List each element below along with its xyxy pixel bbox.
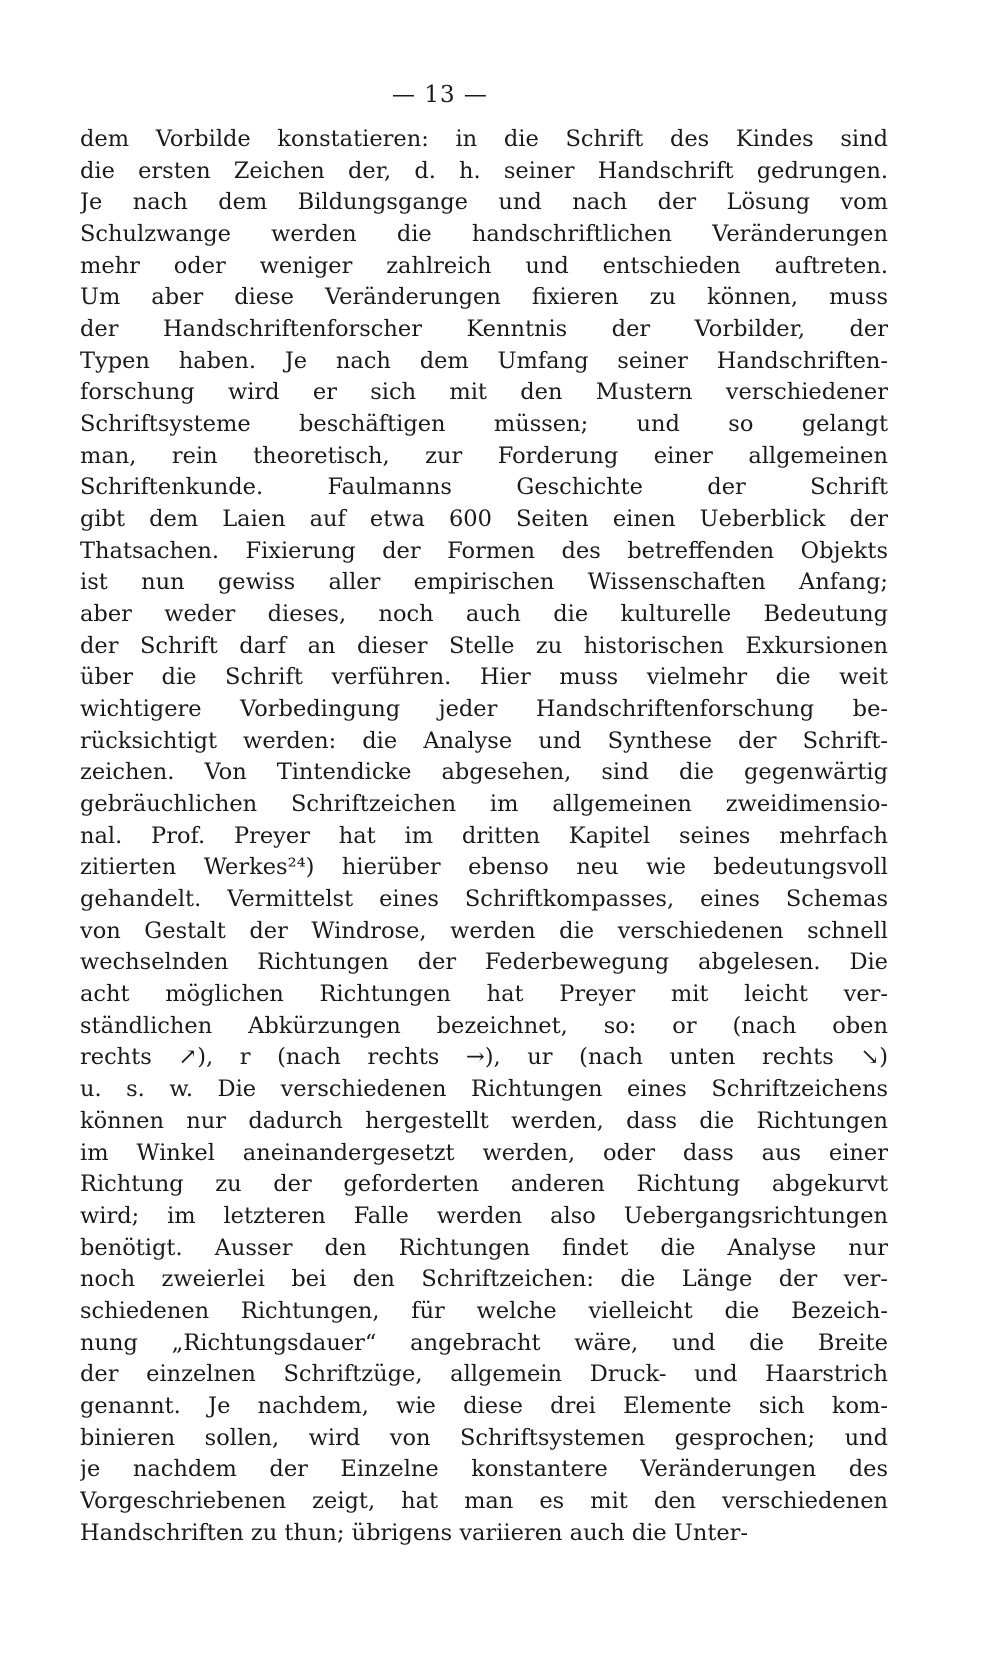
text-line: ist nun gewiss aller empirischen Wissenschaften Anfang;	[80, 569, 888, 596]
text-line: nung „Richtungsdauer“ angebracht wäre, und die Breite	[80, 1329, 888, 1356]
text-line: Schriftsysteme beschäftigen müssen; und so gelangt	[80, 411, 888, 438]
text-line: der Schrift darf an dieser Stelle zu historischen Exkursionen	[80, 632, 888, 659]
text-line: Thatsachen. Fixierung der Formen des betreffenden Objekts	[80, 537, 888, 564]
text-line: Richtung zu der geforderten anderen Richtung abgekurvt	[80, 1171, 888, 1198]
text-line: Typen haben. Je nach dem Umfang seiner Handschriften-	[80, 347, 888, 374]
text-line: binieren sollen, wird von Schriftsystemen gesprochen; und	[80, 1424, 888, 1451]
text-line: Um aber diese Veränderungen fixieren zu können, muss	[80, 284, 888, 311]
text-line: der Handschriftenforscher Kenntnis der Vorbilder, der	[80, 316, 888, 343]
text-line: Schriftenkunde. Faulmanns Geschichte der Schrift	[80, 474, 888, 501]
text-line: aber weder dieses, noch auch die kulturelle Bedeutung	[80, 601, 888, 628]
text-line: Je nach dem Bildungsgange und nach der Lösung vom	[80, 189, 888, 216]
text-line: der einzelnen Schriftzüge, allgemein Druck- und Haarstrich	[80, 1361, 888, 1388]
body-text	[80, 124, 888, 1549]
text-line: je nachdem der Einzelne konstantere Veränderungen des	[80, 1456, 888, 1483]
text-line: im Winkel aneinandergesetzt werden, oder dass aus einer	[80, 1139, 888, 1166]
text-line: benötigt. Ausser den Richtungen findet die Analyse nur	[80, 1234, 888, 1261]
text-line: nal. Prof. Preyer hat im dritten Kapitel seines mehrfach	[80, 822, 888, 849]
text-line: rücksichtigt werden: die Analyse und Synthese der Schrift-	[80, 727, 888, 754]
text-line: genannt. Je nachdem, wie diese drei Elemente sich kom-	[80, 1392, 888, 1419]
text-line: acht möglichen Richtungen hat Preyer mit leicht ver-	[80, 981, 888, 1008]
text-line: zitierten Werkes²⁴) hierüber ebenso neu wie bedeutungsvoll	[80, 854, 888, 881]
text-line: Schulzwange werden die handschriftlichen Veränderungen	[80, 221, 888, 248]
text-line: mehr oder weniger zahlreich und entschieden auftreten.	[80, 252, 888, 279]
text-line: man, rein theoretisch, zur Forderung einer allgemeinen	[80, 442, 888, 469]
text-line: wichtigere Vorbedingung jeder Handschriftenforschung be-	[80, 696, 888, 723]
text-line: können nur dadurch hergestellt werden, dass die Richtungen	[80, 1107, 888, 1134]
page-number: — 13 —	[392, 82, 488, 108]
text-line: wechselnden Richtungen der Federbewegung abgelesen. Die	[80, 949, 888, 976]
text-line: von Gestalt der Windrose, werden die verschiedenen schnell	[80, 917, 888, 944]
text-line: gehandelt. Vermittelst eines Schriftkompasses, eines Schemas	[80, 886, 888, 913]
text-line: forschung wird er sich mit den Mustern verschiedener	[80, 379, 888, 406]
text-line: wird; im letzteren Falle werden also Uebergangsrichtungen	[80, 1202, 888, 1229]
text-line: über die Schrift verführen. Hier muss vielmehr die weit	[80, 664, 888, 691]
text-line: die ersten Zeichen der, d. h. seiner Handschrift gedrungen.	[80, 157, 888, 184]
text-line: gebräuchlichen Schriftzeichen im allgemeinen zweidimensio-	[80, 791, 888, 818]
text-line: Vorgeschriebenen zeigt, hat man es mit den verschiedenen	[80, 1487, 888, 1514]
text-line: dem Vorbilde konstatieren: in die Schrift des Kindes sind	[80, 126, 888, 152]
text-line: schiedenen Richtungen, für welche vielleicht die Bezeich-	[80, 1297, 888, 1324]
text-line: u. s. w. Die verschiedenen Richtungen eines Schriftzeichens	[80, 1076, 888, 1103]
text-line: noch zweierlei bei den Schriftzeichen: die Länge der ver-	[80, 1266, 888, 1293]
text-line: zeichen. Von Tintendicke abgesehen, sind die gegenwärtig	[80, 759, 888, 786]
text-line: gibt dem Laien auf etwa 600 Seiten einen Ueberblick der	[80, 506, 888, 533]
text-line: Handschriften zu thun; übrigens variieren auch die Unter-	[80, 1519, 749, 1546]
text-line: rechts ↗), r (nach rechts →), ur (nach unten rechts ↘)	[80, 1044, 888, 1071]
text-line: ständlichen Abkürzungen bezeichnet, so: or (nach oben	[80, 1012, 888, 1039]
